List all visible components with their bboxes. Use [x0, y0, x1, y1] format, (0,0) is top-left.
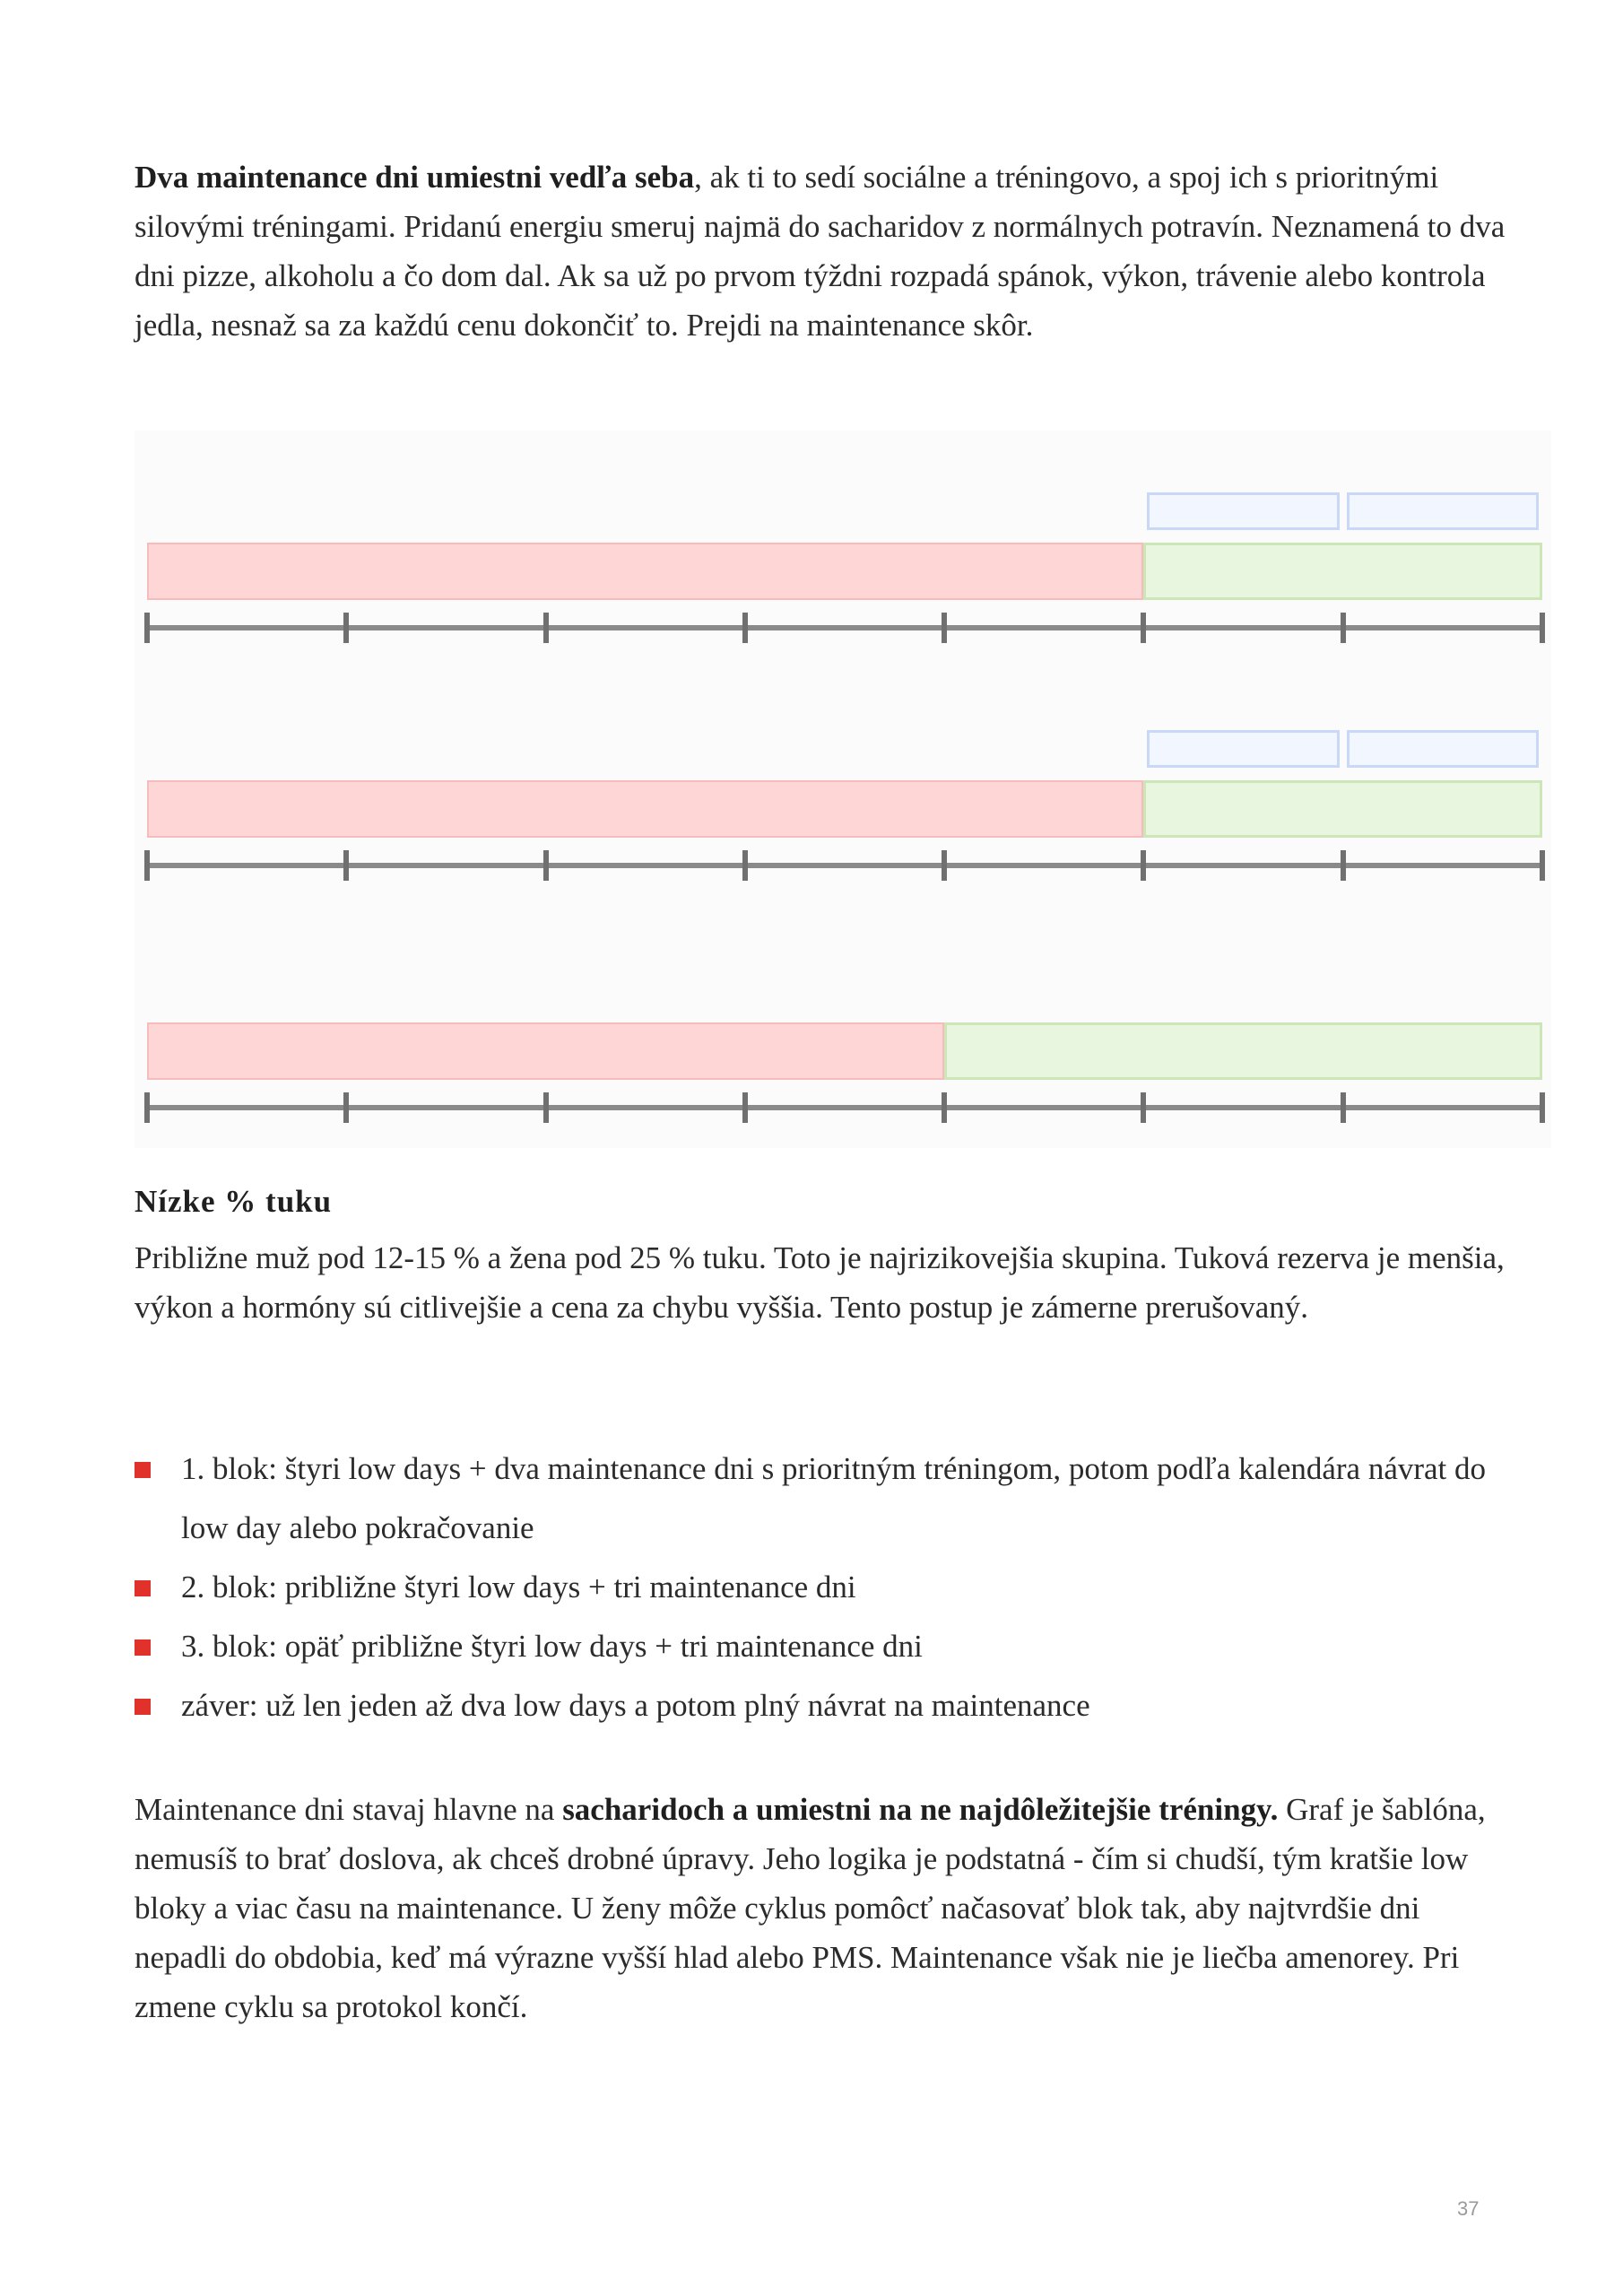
maintenance-block [1143, 780, 1542, 838]
maintenance-block [944, 1022, 1542, 1080]
axis-tick [543, 1092, 549, 1123]
section-intro: Približne muž pod 12-15 % a žena pod 25 % tuku. Toto je najrizikovejšia skupina. Tuková rezerva je menšia, výkon a hormóny sú citlivejšie a cena za chybu vyššia. Tento postup je zámerne prerušovaný. [135, 1240, 1505, 1325]
paragraph-maintenance-days-bold: Dva maintenance dni umiestni vedľa seba [135, 160, 695, 195]
bullet-square-icon [135, 1699, 151, 1715]
paragraph-summary-text: Graf je šablóna, nemusíš to brať doslova, ak chceš drobné úpravy. Jeho logika je podstatná - čím si chudší, tým kratšie low bloky a viac času na maintenance. U ženy môže cyklus pomôcť načasovať blok tak, aby najtvrdšie dni nepadli do obdobia, keď má výrazne vyšší hlad alebo PMS. Maintenance však nie je liečba amenorey. Pri zmene cyklu sa protokol končí. [135, 1792, 1486, 2024]
axis-tick [742, 613, 748, 643]
axis-tick [343, 1092, 349, 1123]
list-item [135, 1676, 1515, 1735]
axis-tick [1141, 613, 1146, 643]
bullet-square-icon [135, 1580, 151, 1596]
axis-tick [543, 613, 549, 643]
axis-tick [1540, 1092, 1545, 1123]
low-days-block [147, 780, 1143, 838]
training-day-box [1347, 730, 1539, 768]
list-item-text: 1. blok: štyri low days + dva maintenance dni s prioritným tréningom, potom podľa kalendára návrat do low day alebo pokračovanie [181, 1451, 1487, 1545]
axis-tick [343, 850, 349, 881]
timeline-axis [147, 1105, 1542, 1110]
axis-tick [1540, 850, 1545, 881]
training-day-box [1147, 730, 1339, 768]
list-item-text: 3. blok: opäť približne štyri low days + tri maintenance dni [181, 1629, 923, 1664]
page-number: 37 [1457, 2197, 1480, 2220]
training-day-box [1147, 492, 1339, 530]
bullet-square-icon [135, 1639, 151, 1656]
timeline-axis [147, 863, 1542, 868]
list-item-text: 2. blok: približne štyri low days + tri maintenance dni [181, 1570, 856, 1605]
axis-tick [1540, 613, 1545, 643]
axis-tick [942, 613, 947, 643]
paragraph-summary [135, 1785, 1515, 2031]
maintenance-block [1143, 543, 1542, 600]
axis-tick [1141, 1092, 1146, 1123]
paragraph-summary-lead: Maintenance dni stavaj hlavne na [135, 1792, 563, 1827]
axis-tick [1341, 850, 1346, 881]
paragraph-maintenance-days [135, 152, 1515, 350]
axis-tick [942, 1092, 947, 1123]
section-heading: Nízke % tuku [135, 1184, 333, 1219]
axis-tick [144, 1092, 150, 1123]
axis-tick [343, 613, 349, 643]
list-item [135, 1558, 1515, 1617]
timeline-figure [135, 430, 1551, 1148]
paragraph-maintenance-days-text: , ak ti to sedí sociálne a tréningovo, a spoj ich s prioritnými silovými tréningami. Pridanú energiu smeruj najmä do sacharidov z normálnych potravín. Neznamená to dva dni pizze, alkoholu a čo dom dal. Ak sa už po prvom týždni rozpadá spánok, výkon, trávenie alebo kontrola jedla, nesnaž sa za každú cenu dokončiť to. Prejdi na maintenance skôr. [135, 160, 1506, 343]
low-days-block [147, 1022, 944, 1080]
timeline-axis [147, 625, 1542, 631]
axis-tick [1141, 850, 1146, 881]
list-item-text: záver: už len jeden až dva low days a potom plný návrat na maintenance [181, 1688, 1090, 1723]
block-list [135, 1439, 1515, 1735]
axis-tick [742, 850, 748, 881]
axis-tick [144, 613, 150, 643]
paragraph-summary-bold: sacharidoch a umiestni na ne najdôležitejšie tréningy. [562, 1792, 1279, 1827]
axis-tick [942, 850, 947, 881]
bullet-square-icon [135, 1462, 151, 1478]
timeline-3 [135, 978, 1551, 1148]
axis-tick [742, 1092, 748, 1123]
list-item [135, 1617, 1515, 1676]
timeline-1 [135, 498, 1551, 668]
low-days-block [147, 543, 1143, 600]
axis-tick [1341, 1092, 1346, 1123]
axis-tick [144, 850, 150, 881]
axis-tick [1341, 613, 1346, 643]
axis-tick [543, 850, 549, 881]
training-day-box [1347, 492, 1539, 530]
list-item [135, 1439, 1515, 1558]
timeline-2 [135, 735, 1551, 906]
